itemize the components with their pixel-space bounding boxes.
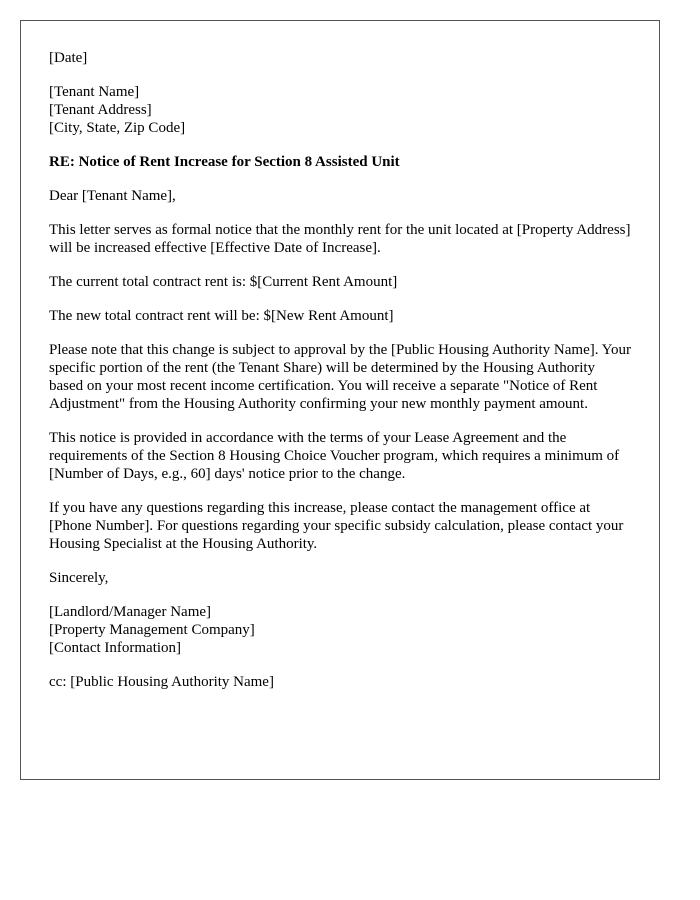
signature-company: [Property Management Company]: [49, 622, 255, 638]
recipient-address: [Tenant Address]: [49, 102, 152, 118]
questions-paragraph-block: [49, 499, 631, 553]
signature-contact: [Contact Information]: [49, 640, 182, 656]
recipient-name: [Tenant Name]: [49, 84, 140, 100]
new-rent-paragraph: The new total contract rent will be: $[New Rent Amount]: [49, 308, 394, 324]
signature-block: [49, 603, 631, 657]
approval-paragraph-block: [49, 341, 631, 413]
current-rent-block: [49, 273, 631, 291]
intro-paragraph-block: [49, 221, 631, 257]
cc-line: cc: [Public Housing Authority Name]: [49, 674, 274, 690]
current-rent-paragraph: The current total contract rent is: $[Current Rent Amount]: [49, 274, 398, 290]
questions-paragraph: If you have any questions regarding this increase, please contact the management office at [Phone Number]. For questions regarding your specific subsidy calculation, please contact your Housing Specialist at the Housing Authority.: [49, 500, 624, 552]
approval-paragraph: Please note that this change is subject to approval by the [Public Housing Authority Name]. Your specific portion of the rent (the Tenant Share) will be determined by the Housing Authority based on your most recent income certification. You will receive a separate "Notice of Rent Adjustment" from the Housing Authority confirming your new monthly payment amount.: [49, 342, 631, 412]
signature-name: [Landlord/Manager Name]: [49, 604, 212, 620]
new-rent-block: [49, 307, 631, 325]
date-block: [49, 49, 631, 67]
subject-line: RE: Notice of Rent Increase for Section 8 Assisted Unit: [49, 154, 400, 170]
recipient-address-block: [49, 83, 631, 137]
salutation-block: [49, 187, 631, 205]
letter-page: [20, 20, 660, 780]
letter-date: [Date]: [49, 50, 88, 66]
closing-block: [49, 569, 631, 587]
cc-block: [49, 673, 631, 691]
salutation: Dear [Tenant Name],: [49, 188, 176, 204]
compliance-paragraph-block: [49, 429, 631, 483]
intro-paragraph: This letter serves as formal notice that the monthly rent for the unit located at [Property Address] will be increased effective [Effective Date of Increase].: [49, 222, 631, 256]
closing: Sincerely,: [49, 570, 109, 586]
compliance-paragraph: This notice is provided in accordance with the terms of your Lease Agreement and the requirements of the Section 8 Housing Choice Voucher program, which requires a minimum of [Number of Days, e.g., 60] days' notice prior to the change.: [49, 430, 620, 482]
subject-block: [49, 153, 631, 171]
recipient-city-state-zip: [City, State, Zip Code]: [49, 120, 186, 136]
